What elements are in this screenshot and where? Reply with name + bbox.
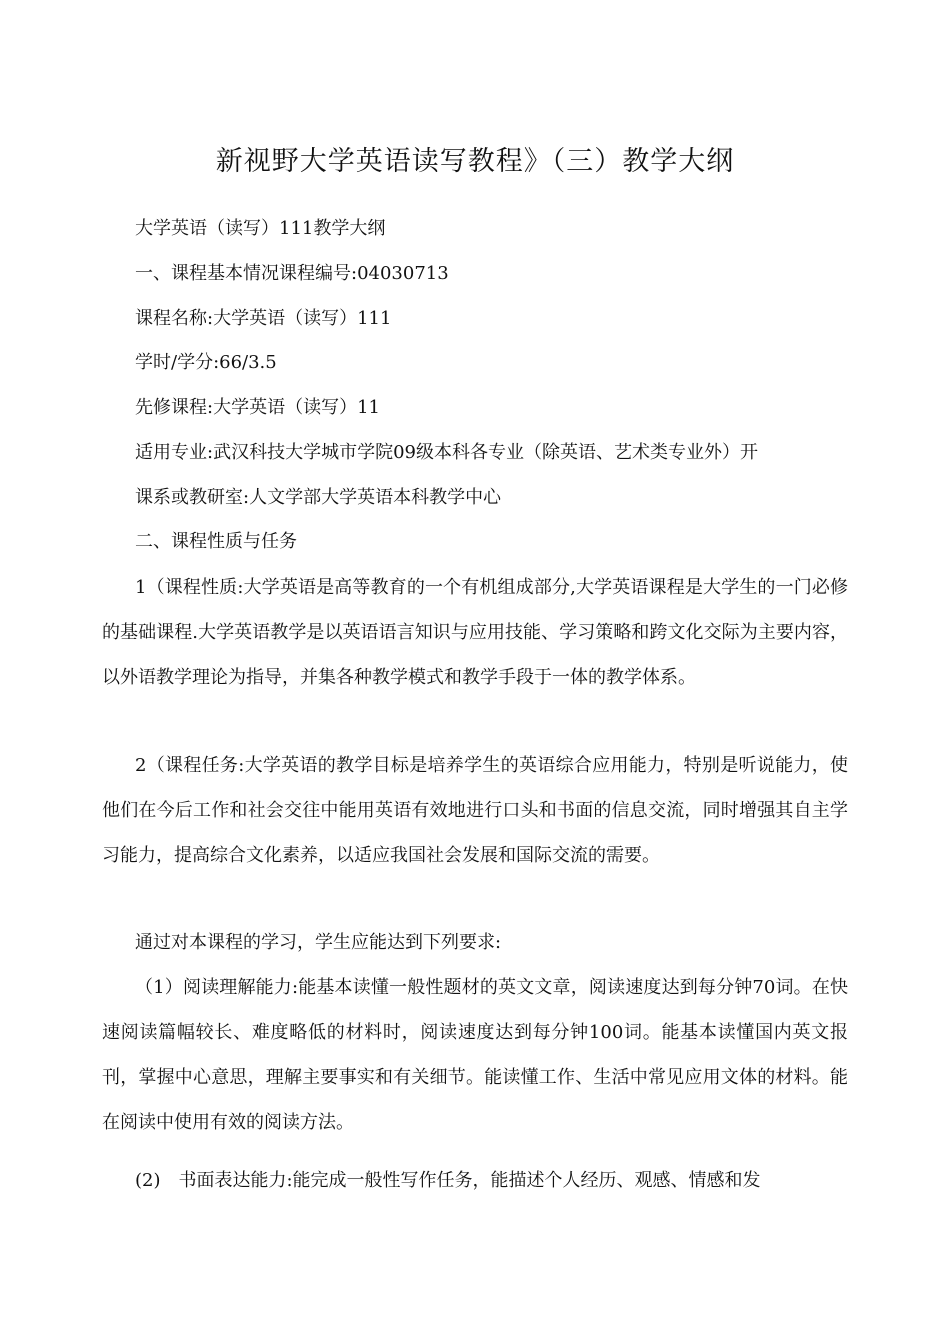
syllabus-heading: 大学英语（读写）111教学大纲 — [135, 218, 386, 239]
course-number-line: 一、课程基本情况课程编号:04030713 — [135, 263, 449, 284]
department-line: 课系或教研室:人文学部大学英语本科教学中心 — [135, 487, 502, 508]
paragraph-course-tasks: 2（课程任务:大学英语的教学目标是培养学生的英语综合应用能力，特别是听说能力，使他们在今后工作和社会交往中能用英语有效地进行口头和书面的信息交流，同时增强其自主学习能力，提高综合文化素养，以适应我国社会发展和国际交流的需要。 — [102, 755, 848, 866]
credit-hours-line: 学时/学分:66/3.5 — [135, 352, 277, 373]
document-title: 新视野大学英语读写教程》（三）教学大纲 — [215, 146, 735, 177]
section-heading-nature-tasks: 二、课程性质与任务 — [135, 531, 297, 552]
paragraph-reading-ability: （1）阅读理解能力:能基本读懂一般性题材的英文文章，阅读速度达到每分钟70词。在快速阅读篇幅较长、难度略低的材料时，阅读速度达到每分钟100词。能基本读懂国内英文报刊，掌握中心意思，理解主要事实和有关细节。能读懂工作、生活中常见应用文体的材料。能在阅读中使用有效的阅读方法。 — [102, 977, 848, 1133]
paragraph-writing-ability: (2) 书面表达能力:能完成一般性写作任务，能描述个人经历、观感、情感和发 — [135, 1170, 761, 1191]
paragraph-course-nature: 1（课程性质:大学英语是高等教育的一个有机组成部分,大学英语课程是大学生的一门必修的基础课程.大学英语教学是以英语语言知识与应用技能、学习策略和跨文化交际为主要内容，以外语教学理论为指导，并集各种教学模式和教学手段于一体的教学体系。 — [102, 577, 848, 688]
applicable-major-line: 适用专业:武汉科技大学城市学院09级本科各专业（除英语、艺术类专业外）开 — [135, 442, 758, 463]
prerequisite-line: 先修课程:大学英语（读写）11 — [135, 397, 380, 418]
paragraph-requirements-intro: 通过对本课程的学习，学生应能达到下列要求: — [135, 932, 502, 953]
course-name-line: 课程名称:大学英语（读写）111 — [135, 308, 392, 329]
